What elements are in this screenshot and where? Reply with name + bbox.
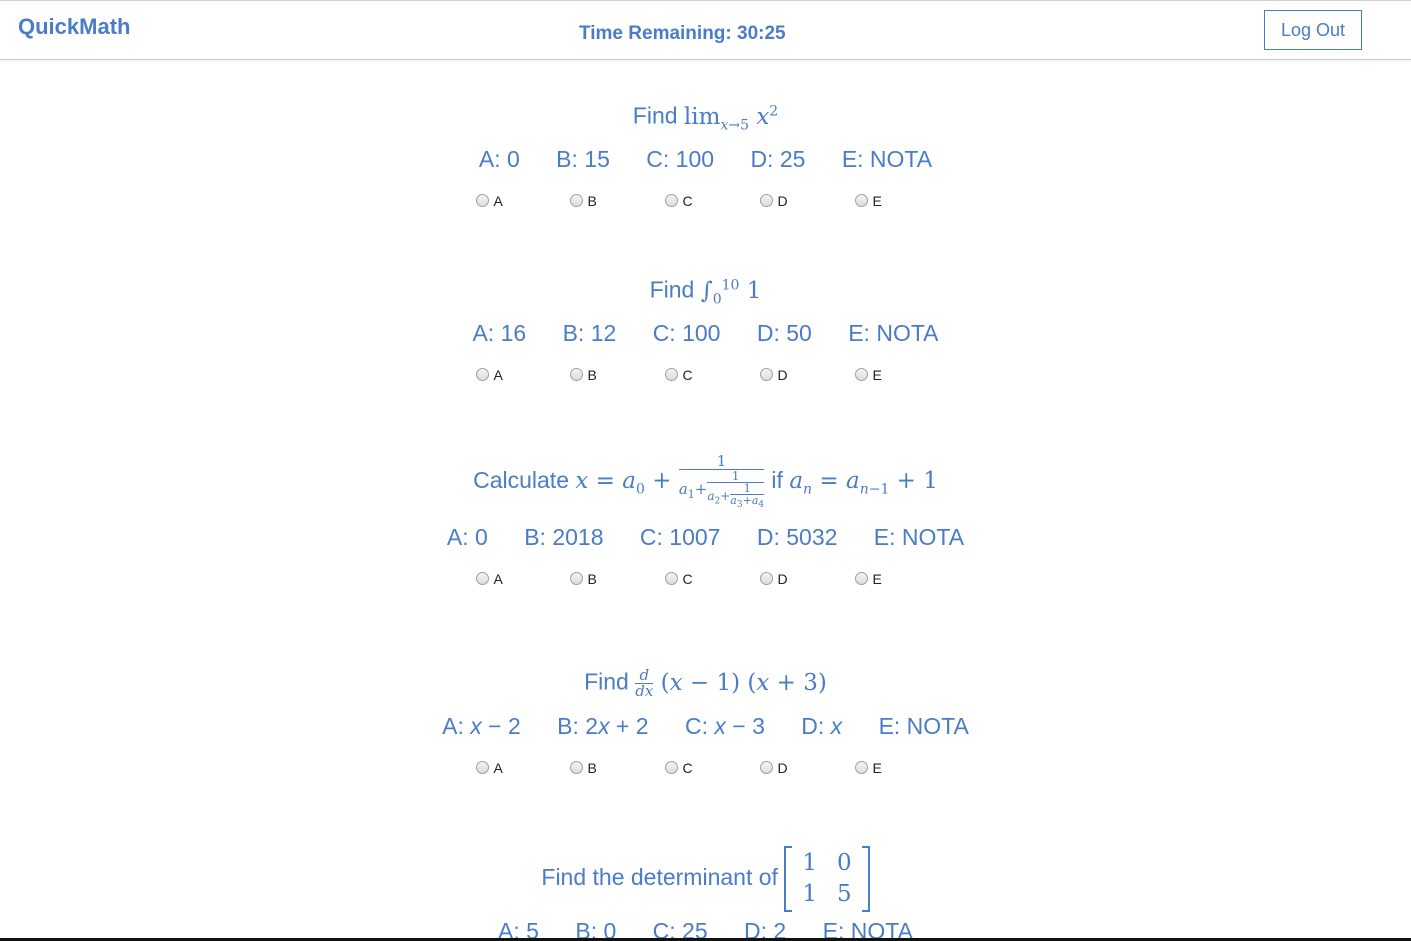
- radio-label: A: [493, 571, 503, 588]
- prompt-text: Find: [584, 668, 629, 695]
- question-2: [0, 278, 1411, 383]
- answer-radio-group: [0, 193, 1411, 209]
- radio-label: D: [777, 571, 788, 588]
- choice-a: A: 16: [472, 320, 527, 347]
- radio-d[interactable]: [746, 193, 841, 209]
- choice-d: D: 2: [744, 918, 787, 938]
- radio-c[interactable]: [651, 367, 746, 383]
- radio-button[interactable]: [760, 761, 773, 774]
- question-prompt: [0, 278, 1411, 306]
- radio-a[interactable]: [476, 571, 556, 587]
- radio-button[interactable]: [855, 194, 868, 207]
- radio-c[interactable]: [651, 760, 746, 776]
- radio-label: C: [682, 193, 693, 210]
- radio-d[interactable]: [746, 367, 841, 383]
- radio-e[interactable]: [841, 760, 936, 776]
- radio-button[interactable]: [476, 761, 489, 774]
- choice-e: E: NOTA: [822, 918, 913, 938]
- radio-button[interactable]: [760, 368, 773, 381]
- matrix-cell: 0: [836, 850, 852, 876]
- radio-button[interactable]: [570, 194, 583, 207]
- question-prompt: [0, 668, 1411, 699]
- radio-button[interactable]: [476, 194, 489, 207]
- prompt-text: Find the determinant of: [541, 864, 778, 891]
- question-prompt: [0, 846, 1411, 912]
- choice-b: B: 2018: [524, 524, 604, 551]
- question-3: [0, 454, 1411, 587]
- radio-button[interactable]: [665, 761, 678, 774]
- question-4: [0, 668, 1411, 776]
- radio-label: B: [587, 193, 597, 210]
- radio-button[interactable]: [855, 572, 868, 585]
- radio-label: A: [493, 193, 503, 210]
- radio-button[interactable]: [760, 572, 773, 585]
- radio-d[interactable]: [746, 571, 841, 587]
- question-prompt: [0, 104, 1411, 132]
- radio-e[interactable]: [841, 571, 936, 587]
- choice-d: D: x: [801, 713, 843, 739]
- answer-radio-group: [0, 571, 1411, 587]
- radio-button[interactable]: [855, 761, 868, 774]
- radio-c[interactable]: [651, 571, 746, 587]
- top-navbar: [0, 0, 1411, 60]
- radio-label: A: [493, 760, 503, 776]
- question-5: [0, 846, 1411, 938]
- answer-choices: [0, 713, 1411, 740]
- radio-button[interactable]: [665, 572, 678, 585]
- choice-a: A: 0: [446, 524, 488, 551]
- radio-d[interactable]: [746, 760, 841, 776]
- radio-button[interactable]: [476, 572, 489, 585]
- math-expression: $x = a_0$ + 1 $a_1+$ 1 $a_2+$ $\frac{1}{a_3+a_4}$: [575, 452, 765, 511]
- choice-e: E: NOTA: [841, 146, 933, 173]
- radio-label: D: [777, 367, 788, 384]
- radio-b[interactable]: [556, 760, 651, 776]
- prompt-text: Find: [649, 276, 695, 303]
- answer-radio-group: [0, 760, 1411, 776]
- radio-e[interactable]: [841, 367, 936, 383]
- radio-b[interactable]: [556, 193, 651, 209]
- math-expression: $\int_0^{10}$ 1: [700, 277, 762, 308]
- radio-button[interactable]: [570, 368, 583, 381]
- answer-radio-group: [0, 367, 1411, 383]
- prompt-text: Find: [632, 102, 678, 129]
- math-expression: $\lim_{x\to 5} x^2$: [683, 103, 779, 134]
- radio-e[interactable]: [841, 193, 936, 209]
- brand-logo[interactable]: QuickMath: [18, 14, 131, 39]
- radio-a[interactable]: [476, 760, 556, 776]
- radio-b[interactable]: [556, 571, 651, 587]
- answer-choices: [0, 524, 1411, 551]
- choice-b: B: 2x + 2: [557, 713, 649, 739]
- question-1: [0, 104, 1411, 209]
- choice-a: A: 5: [498, 918, 539, 938]
- choice-a: A: x − 2: [442, 713, 521, 739]
- radio-label: E: [872, 367, 882, 384]
- radio-b[interactable]: [556, 367, 651, 383]
- matrix-cell: 5: [836, 881, 852, 907]
- radio-button[interactable]: [476, 368, 489, 381]
- radio-button[interactable]: [665, 368, 678, 381]
- choice-c: C: 100: [646, 146, 715, 173]
- choice-e: E: NOTA: [873, 524, 965, 551]
- choice-b: B: 12: [562, 320, 617, 347]
- answer-choices: [0, 146, 1411, 173]
- choice-d: D: 25: [750, 146, 806, 173]
- radio-label: D: [777, 760, 788, 776]
- radio-button[interactable]: [570, 572, 583, 585]
- radio-label: B: [587, 367, 597, 384]
- radio-label: C: [682, 367, 693, 384]
- radio-label: A: [493, 367, 503, 384]
- matrix-cell: 1: [802, 850, 817, 876]
- matrix-cell: 1: [802, 881, 817, 907]
- choice-c: C: 1007: [639, 524, 721, 551]
- time-remaining: Time Remaining: 30:25: [579, 23, 786, 44]
- prompt-text: Calculate: [473, 467, 569, 494]
- answer-choices: [0, 320, 1411, 347]
- radio-button[interactable]: [570, 761, 583, 774]
- matrix: [784, 846, 869, 912]
- radio-label: E: [872, 760, 882, 776]
- choice-a: A: 0: [478, 146, 520, 173]
- answer-choices: [0, 918, 1411, 938]
- radio-label: C: [682, 571, 693, 588]
- logout-button[interactable]: Log Out: [1264, 10, 1362, 50]
- math-expression: $\frac{d}{dx}$ (x − 1) (x + 3): [635, 666, 827, 700]
- choice-c: C: 100: [652, 320, 721, 347]
- radio-label: B: [587, 571, 597, 588]
- radio-label: B: [587, 760, 597, 776]
- radio-label: E: [872, 193, 882, 210]
- choice-c: C: x − 3: [684, 713, 765, 739]
- choice-b: B: 0: [575, 918, 617, 938]
- radio-button[interactable]: [855, 368, 868, 381]
- choice-e: E: NOTA: [878, 713, 969, 739]
- prompt-suffix: if: [771, 467, 783, 494]
- choice-c: C: 25: [652, 918, 708, 938]
- radio-label: D: [777, 193, 788, 210]
- choice-d: D: 5032: [756, 524, 838, 551]
- choice-e: E: NOTA: [848, 320, 939, 347]
- choice-d: D: 50: [756, 320, 812, 347]
- question-prompt: [0, 454, 1411, 510]
- radio-a[interactable]: [476, 367, 556, 383]
- radio-c[interactable]: [651, 193, 746, 209]
- math-condition: $a_n = a_{n-1} + 1$: [789, 468, 938, 498]
- radio-button[interactable]: [760, 194, 773, 207]
- choice-b: B: 15: [556, 146, 610, 173]
- radio-a[interactable]: [476, 193, 556, 209]
- radio-label: C: [682, 760, 693, 776]
- radio-button[interactable]: [665, 194, 678, 207]
- radio-label: E: [872, 571, 882, 588]
- question-list: [0, 60, 1411, 938]
